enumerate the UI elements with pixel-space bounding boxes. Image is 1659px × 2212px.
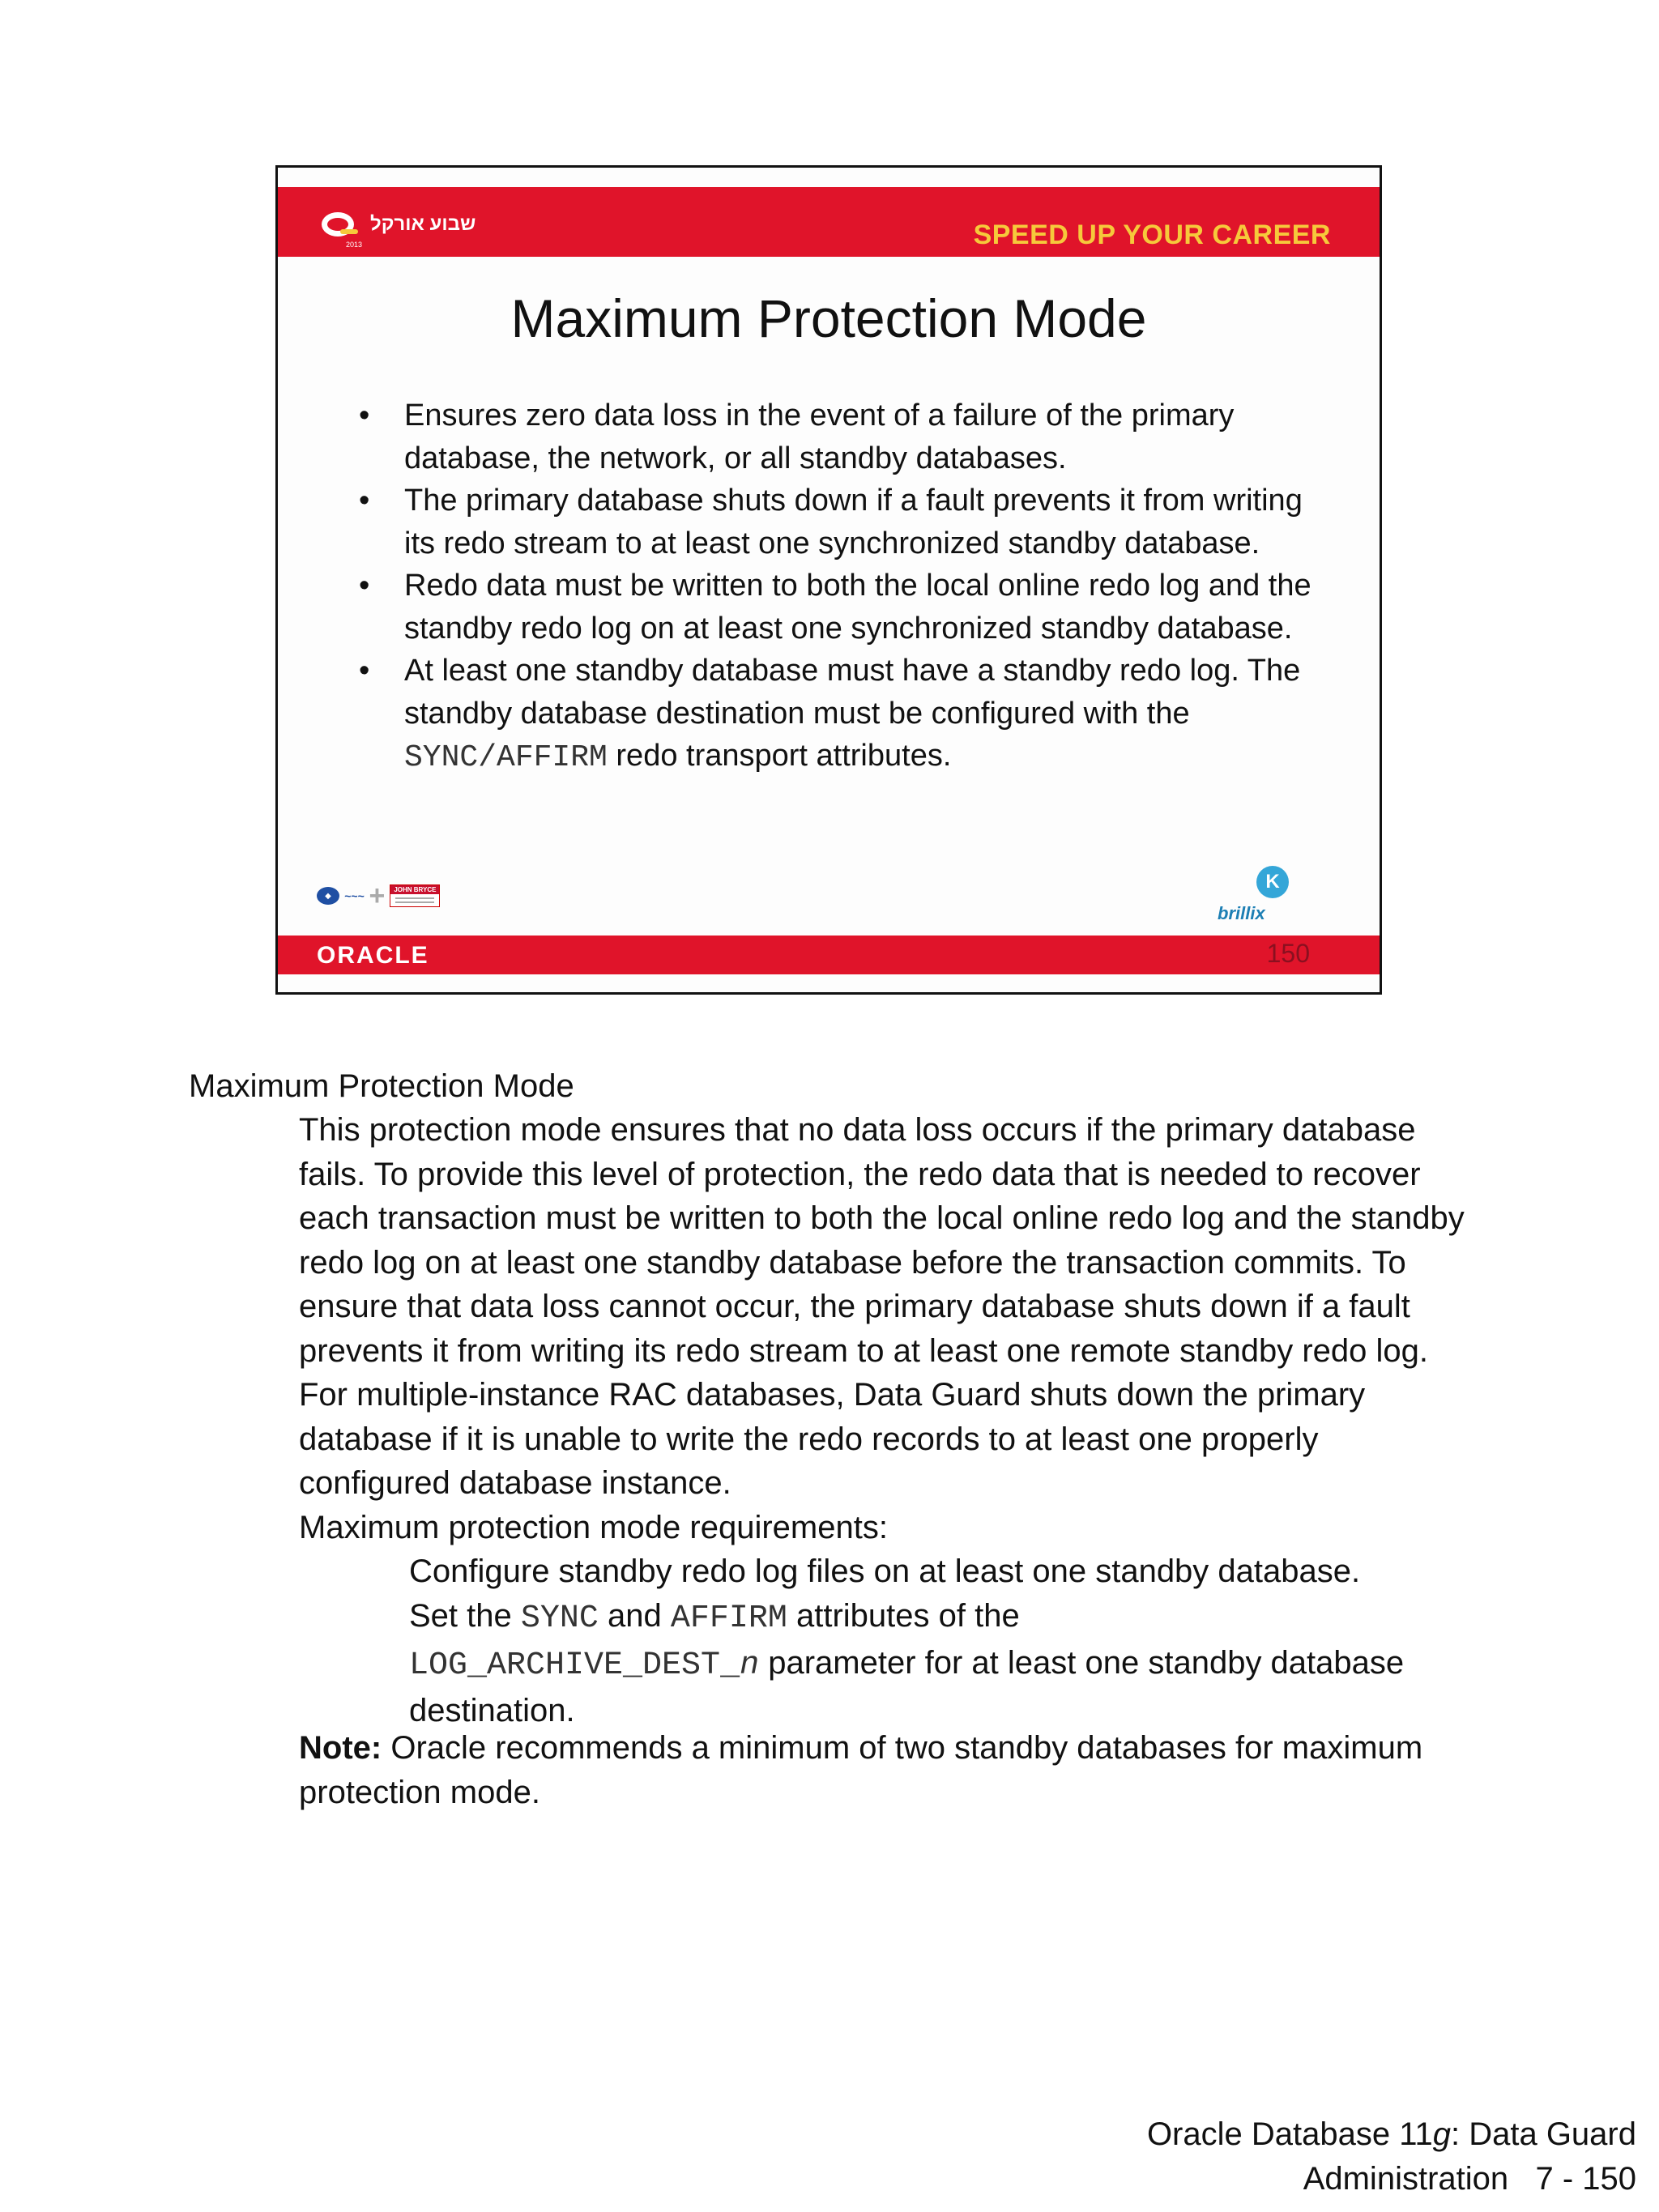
footer-line-1 [1147,2112,1636,2157]
code-sync: SYNC [520,1600,599,1637]
requirement-text: Set the [409,1597,521,1634]
john-bryce-label: JOHN BRYCE [390,885,439,894]
footer-text: Oracle Database 11 [1146,2116,1433,2152]
code-log-archive-dest: LOG_ARCHIVE_DEST_ [409,1647,740,1684]
slide-header-bar [278,187,1380,257]
note-paragraph [299,1726,1473,1814]
footer-text: : Data Guard [1450,2116,1636,2152]
requirements-list [409,1549,1462,1733]
slide-bullet-text: At least one standby database must have a standby redo log. The standby database destination must be configured with the [404,654,1301,731]
oracle-logo: ORACLE [317,942,429,969]
notes-title: Maximum Protection Mode [189,1068,574,1104]
slide-footer-bar [278,936,1380,974]
bullet-icon: • [359,654,370,688]
logo-text: שבוע אורקל [370,213,476,235]
code-n: n [740,1647,760,1684]
brillix-icon [1256,866,1289,898]
slide-thumbnail [275,165,1382,995]
slide-bullet-text: Redo data must be written to both the local online redo log and the standby redo log on at least one synchronized standby database. [404,569,1311,646]
slide-bullet [359,479,1331,565]
logo-ring-icon [322,212,354,237]
footer-line-2: Administration 7 - 150 [1303,2160,1636,2197]
requirement-text: parameter for at least one standby database destination. [409,1645,1405,1728]
slide-tagline: SPEED UP YOUR CAREER [973,219,1331,250]
requirement-item [409,1594,1462,1733]
slide-bullet [359,565,1331,650]
bullet-icon: • [359,569,370,603]
note-label: Note: [299,1730,382,1766]
requirement-text: attributes of the [787,1597,1020,1634]
slide-bullet-text: The primary database shuts down if a fault prevents it from writing its redo stream to at least one synchronized standby database. [404,484,1303,560]
slide-bullet [359,650,1331,780]
slide-number: 150 [1266,939,1310,968]
requirements-heading: Maximum protection mode requirements: [299,1510,888,1545]
partner-logos [317,880,440,911]
partner-logo-mark: ~~~ [344,889,365,902]
john-bryce-logo [390,884,440,907]
oracle-week-logo [322,203,476,249]
logo-line [395,901,434,903]
logo-line [395,897,434,899]
slide-bullet-text-end: redo transport attributes. [607,739,952,773]
footer-italic: g [1432,2116,1451,2152]
requirement-text: and [598,1597,671,1634]
notes-body: This protection mode ensures that no data loss occurs if the primary database fails. To provide this level of protection, the redo data that is needed to recover each transaction must be written to both the local online redo log and the standby redo log on at least one standby database before the transaction commits. To ensure that data loss cannot occur, the primary database shuts down if a fault prevents it from writing its redo stream to at least one remote standby redo log. For multiple-instance RAC databases, Data Guard shuts down the primary database if it is unable to write the redo records to at least one properly configured database instance. [299,1112,1465,1501]
bullet-icon: • [359,484,370,518]
plus-icon: + [369,880,386,911]
brillix-logo [1218,866,1307,931]
brillix-text: brillix [1218,903,1265,923]
requirement-text: Configure standby redo log files on at least one standby database. [409,1554,1361,1589]
note-text: Oracle recommends a minimum of two standby databases for maximum protection mode. [299,1730,1423,1810]
slide-title: Maximum Protection Mode [510,288,1147,348]
bullet-icon: • [359,399,370,433]
slide-bullet-list [359,394,1331,780]
logo-year: 2013 [346,241,363,249]
slide-bullet [359,394,1331,479]
code-affirm: AFFIRM [670,1600,787,1637]
slide-bullet-text: Ensures zero data loss in the event of a failure of the primary database, the network, or all standby databases. [404,399,1235,475]
partner-logo-icon: ◆ [317,887,339,905]
slide-bullet-code: SYNC/AFFIRM [404,740,608,775]
requirement-item [409,1549,1462,1594]
page-footer [1147,2112,1636,2201]
